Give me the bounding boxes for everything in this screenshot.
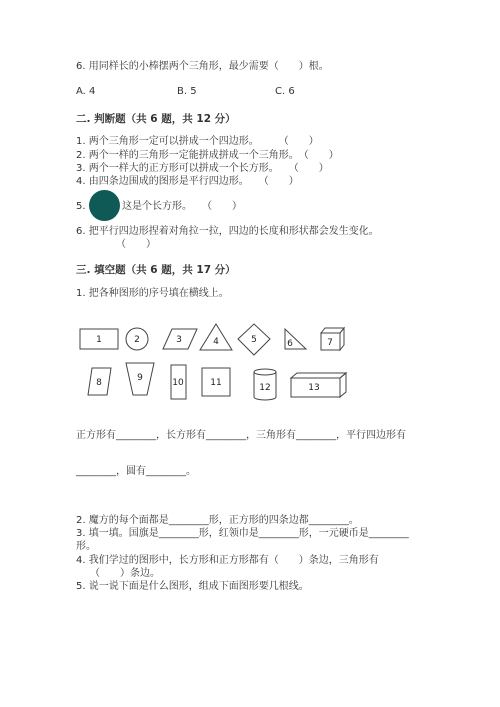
fill-question-3-line2: 形。 [76,541,96,552]
judge-item-6-line2: （ ） [116,239,156,250]
shape-label-3: 3 [176,335,182,345]
fill-line-2: ________，圆有________。 [76,466,196,477]
shape-label-13: 13 [308,383,320,393]
shape-label-10: 10 [172,378,184,388]
fill-question-3-line1: 3. 填一填。国旗是________形，红领巾是________形，一元硬币是________ [76,528,409,539]
judge-item-4: 4. 由四条边围成的图形是平行四边形。 （ ） [76,176,299,187]
judge-item-5-text: 这是个长方形。 （ ） [122,201,242,212]
option-c: C. 6 [275,86,295,97]
option-b: B. 5 [177,86,197,97]
judge-item-2: 2. 两个一样的三角形一定能拼成拼成一个三角形。 （ ） [76,150,339,161]
fill-question-1: 1. 把各种图形的序号填在横线上。 [76,288,229,299]
shape-label-2: 2 [134,335,140,345]
fill-question-2: 2. 魔方的每个面都是________形，正方形的四条边都________。 [76,515,359,526]
shape-label-6: 6 [287,339,293,349]
shape-label-1: 1 [96,335,102,345]
shape-label-8: 8 [96,378,102,388]
judge-item-5-prefix: 5. [76,201,86,212]
fill-line-1: 正方形有________，长方形有________，三角形有________，平行四边形有 [76,430,406,441]
judge-item-6-line1: 6. 把平行四边形捏着对角拉一拉，四边的长度和形状都会发生变化。 [76,226,379,237]
shape-label-4: 4 [213,337,219,347]
judge-item-3: 3. 两个一样大的正方形可以拼成一个长方形。 （ ） [76,163,329,174]
section-3-title: 三. 填空题（共 6 题，共 17 分） [76,264,236,276]
fill-question-5: 5. 说一说下面是什么图形，组成下面图形要几根线。 [76,581,309,592]
shape-label-11: 11 [210,378,222,388]
judge-item-1: 1. 两个三角形一定可以拼成一个四边形。 （ ） [76,136,319,147]
question-6-stem: 6. 用同样长的小棒摆两个三角形，最少需要（ ）根。 [76,61,329,72]
option-a: A. 4 [76,86,96,97]
shape-label-5: 5 [251,335,257,345]
shape-label-12: 12 [259,383,271,393]
fill-question-4-line2: （ ）条边。 [90,568,160,579]
shape-label-7: 7 [327,338,333,348]
section-2-title: 二. 判断题（共 6 题，共 12 分） [76,113,236,125]
shape-label-9: 9 [137,373,143,383]
fill-question-4-line1: 4. 我们学过的图形中，长方形和正方形都有（ ）条边，三角形有 [76,555,379,566]
